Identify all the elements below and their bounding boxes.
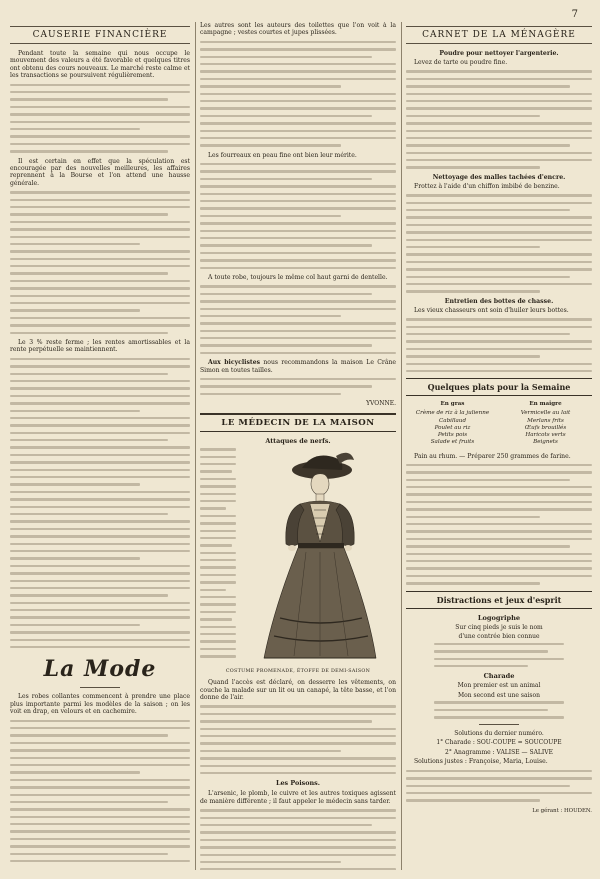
text-block	[434, 643, 564, 668]
finance-paragraph: Le 3 % reste ferme ; les rentes amortissables et la rente perpétuelle se maintiennent.	[10, 338, 190, 354]
text-block	[10, 358, 190, 649]
carnet-title: CARNET DE LA MÉNAGÈRE	[406, 26, 592, 44]
recipe-subtitle: Poudre pour nettoyer l'argenterie.	[439, 50, 559, 57]
text-block	[434, 701, 564, 718]
menu-item: Merlans frits	[527, 417, 564, 424]
text-block	[200, 705, 396, 774]
text-block	[10, 720, 190, 863]
menu-item: Vermicelle au lait	[520, 410, 571, 417]
solution-1: 1° Charade : SOU-COUPE = SOUCOUPE	[436, 739, 562, 747]
logogriphe-title: Logogriphe	[477, 613, 521, 622]
charade-line: Mon second est une saison	[457, 691, 540, 699]
figure-caption: COSTUME PROMENADE, ÉTOFFE DE DEMI-SAISON	[225, 669, 371, 675]
text-block	[406, 70, 592, 168]
column-menagere	[406, 22, 592, 870]
text-block	[406, 318, 592, 372]
menu-item: Beignets	[533, 439, 558, 446]
recipe-paragraph: Les vieux chasseurs ont soin d'huiler leurs bottes.	[414, 306, 569, 314]
logogriphe-line: Sur cinq pieds je suis le nom	[455, 623, 543, 631]
menu-item: Salade et fruits	[430, 439, 475, 446]
ornament-rule	[80, 687, 120, 688]
column-mode-medecin	[200, 22, 396, 870]
solutions-paragraph: Solutions justes : Françoise, Maria, Louise.	[414, 758, 548, 766]
column-divider	[195, 22, 196, 870]
mode-paragraph: Les robes collantes commencent à prendre une place plus importante parmi les modèles de la saison ; on les voit en drap, en velours et en cachemire.	[10, 693, 190, 716]
medecin-subtitle: Attaques de nerfs.	[265, 437, 331, 446]
recipe-paragraph: Pain au rhum. — Préparer 250 grammes de farine.	[414, 452, 571, 460]
recipe-paragraph: Levez de tarte ou poudre fine.	[414, 59, 508, 66]
menu-maigre	[499, 401, 592, 446]
notice-title: Aux bicyclistes	[208, 359, 261, 367]
text-block	[200, 41, 396, 147]
signature: YVONNE.	[366, 400, 396, 408]
text-block	[10, 84, 190, 153]
medecin-subtitle: Les Poisons.	[275, 779, 321, 788]
text-block	[406, 194, 592, 292]
medecin-paragraph: Quand l'accès est déclaré, on desserre les vêtements, on couche la malade sur un lit ou un canapé, la tête basse, et l'on donne de l'air.	[200, 679, 396, 702]
recipe-subtitle: Entretien des bottes de chasse.	[444, 297, 554, 305]
mode-paragraph: Les autres sont les auteurs des toilettes que l'on voit à la campagne ; vestes courtes et jupes plissées.	[200, 22, 396, 37]
menu-item: Cabillaud	[438, 417, 467, 424]
charade-line: Mon premier est un animal	[457, 682, 541, 690]
weekly-menu	[406, 401, 592, 446]
text-block	[200, 285, 396, 354]
causerie-title: CAUSERIE FINANCIÈRE	[10, 26, 190, 44]
mode-paragraph: Les fourreaux en peau fine ont bien leur mérite.	[208, 151, 357, 159]
menu-heading: En gras	[440, 401, 465, 408]
menu-heading: En maigre	[529, 401, 562, 408]
mode-paragraph: A toute robe, toujours le même col haut garni de dentelle.	[208, 273, 388, 281]
gerant-signature: Le gérant : HOUDEN.	[532, 807, 592, 814]
text-block	[406, 770, 592, 802]
menu-gras	[406, 401, 499, 446]
column-divider	[401, 22, 402, 870]
menu-item: Œufs brouillés	[524, 424, 567, 431]
mode-title: La Mode	[43, 656, 157, 683]
text-block	[406, 464, 592, 585]
column-finance-mode	[10, 22, 190, 870]
recipe-subtitle: Nettoyage des malles tachées d'encre.	[432, 173, 566, 181]
woman-figure-icon	[244, 448, 394, 666]
solution-2: 2° Anagramme : VALISE — SALIVE	[445, 748, 553, 756]
ornament-rule	[479, 724, 519, 725]
fashion-illustration	[244, 448, 394, 666]
text-block	[200, 809, 396, 870]
finance-paragraph: Il est certain en effet que la spéculation est encouragée par des nouvelles meilleures, les affaires reprennent à la Bourse et l'on attend une hausse générale.	[10, 157, 190, 187]
bicyclist-notice	[200, 359, 396, 374]
menu-item: Poulet au riz	[434, 424, 471, 431]
text-block	[10, 191, 190, 334]
logogriphe-line: d'une contrée bien connue	[458, 633, 540, 641]
plats-title: Quelques plats pour la Semaine	[406, 378, 592, 396]
solutions-label: Solutions du dernier numéro.	[454, 729, 544, 737]
text-block	[200, 378, 396, 395]
menu-item: Petits pois	[437, 432, 468, 439]
notice-text: nous recommandons la maison Le Crâne Simon en toutes tailles.	[200, 359, 396, 374]
finance-paragraph: Pendant toute la semaine qui nous occupe le mouvement des valeurs a été favorable et quelques titres ont obtenu des cours nouveaux. Le marché reste calme et les transactions se poursuivent régulièrement.	[10, 50, 190, 80]
medecin-title: LE MÉDECIN DE LA MAISON	[200, 413, 396, 432]
menu-item: Haricots verts	[525, 432, 566, 439]
recipe-paragraph: Frottez à l'aide d'un chiffon imbibé de benzine.	[414, 182, 560, 190]
page-number: 7	[571, 9, 578, 20]
text-block	[200, 163, 396, 269]
text-block-left	[200, 448, 236, 669]
medecin-paragraph: L'arsenic, le plomb, le cuivre et les autres toxiques agissent de manière différente ; il faut appeler le médecin sans tarder.	[200, 790, 396, 805]
charade-title: Charade	[483, 672, 515, 681]
jeux-title: Distractions et jeux d'esprit	[406, 591, 592, 609]
menu-item: Crème de riz à la julienne	[415, 410, 490, 417]
